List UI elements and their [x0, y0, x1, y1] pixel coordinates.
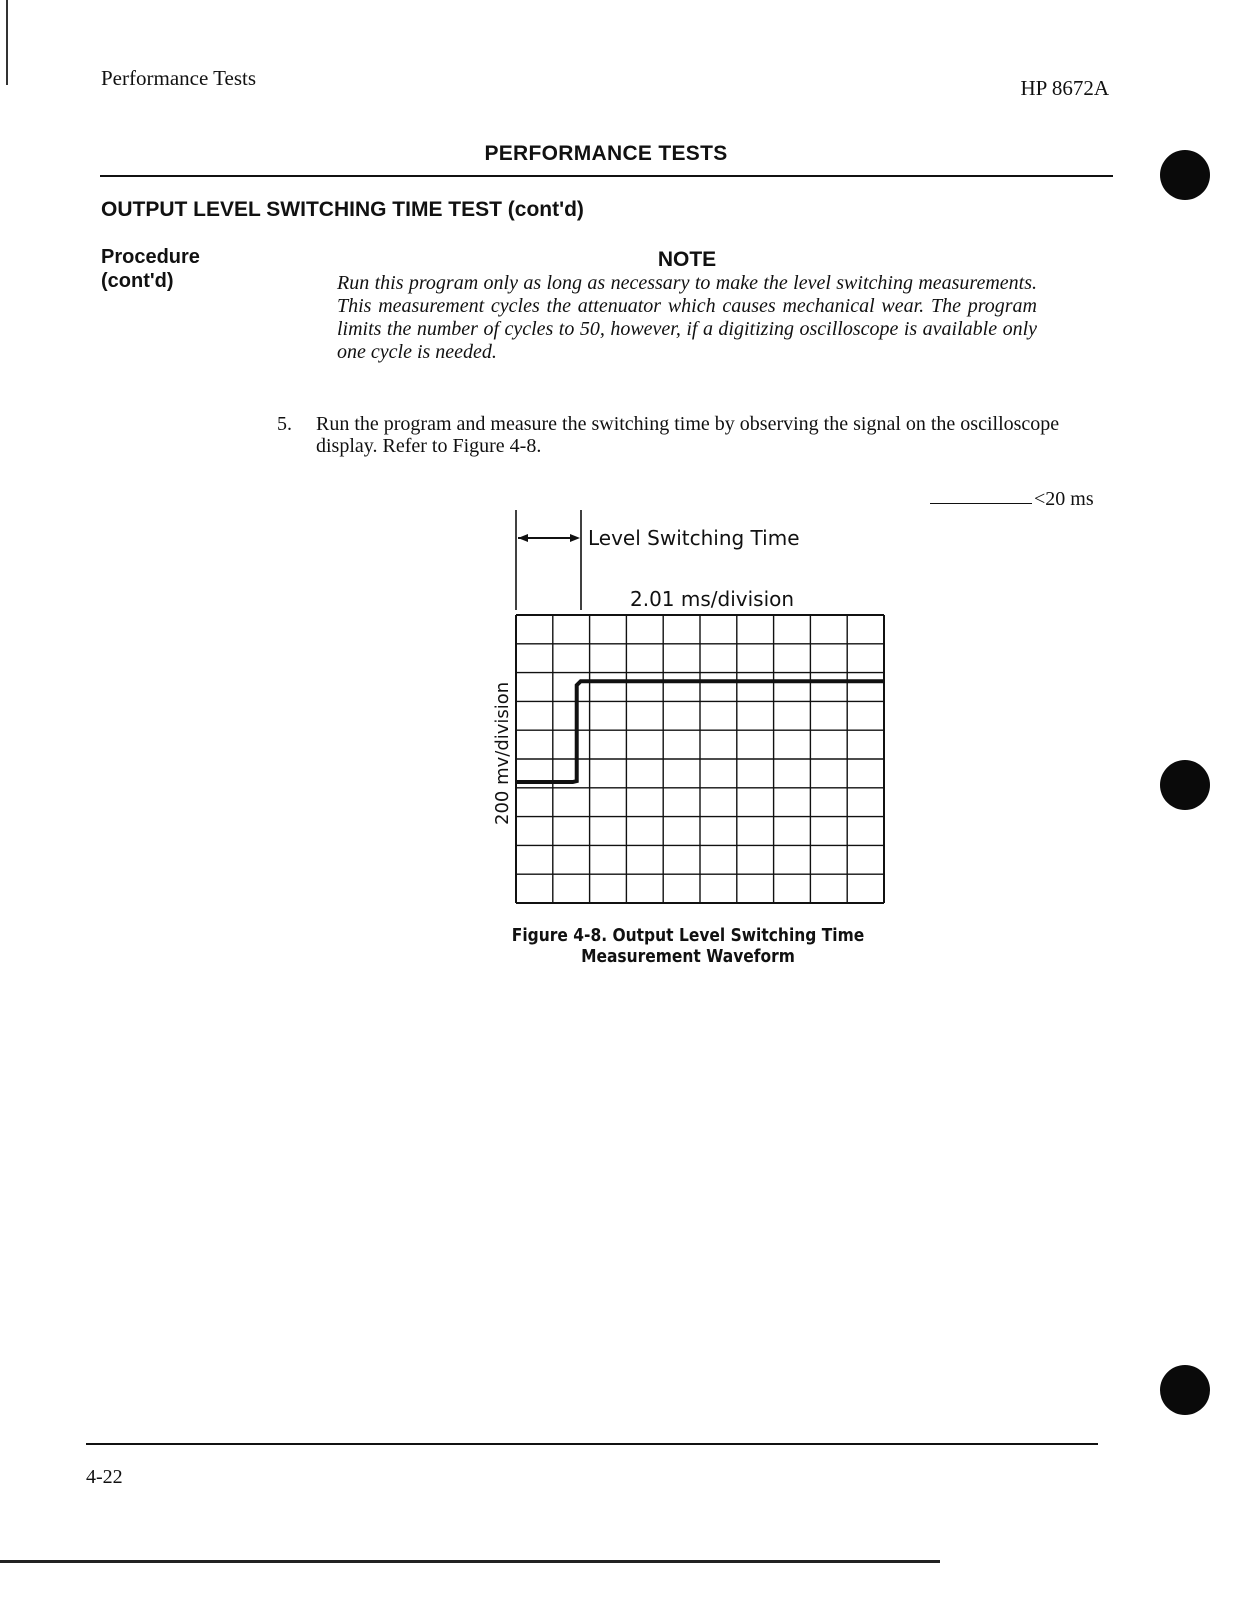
header-rule: [100, 175, 1113, 177]
marker-label: Level Switching Time: [588, 526, 800, 550]
procedure-label: [101, 245, 200, 293]
binder-hole-icon: [1160, 150, 1210, 200]
waveform-figure: [470, 500, 910, 920]
arrow-left-icon: [518, 534, 528, 542]
bottom-edge-rule: [0, 1560, 940, 1563]
section-heading: PERFORMANCE TESTS: [484, 142, 728, 165]
x-scale-label: 2.01 ms/division: [630, 587, 795, 611]
footer-rule: [86, 1443, 1098, 1445]
result-blank-line: [930, 503, 1032, 504]
oscilloscope-grid: [516, 615, 884, 903]
margin-mark: [6, 0, 8, 85]
binder-hole-icon: [1160, 1365, 1210, 1415]
result-value: <20 ms: [1034, 488, 1094, 510]
running-head-left: Performance Tests: [101, 66, 257, 90]
running-head-right: HP 8672A: [1020, 76, 1109, 100]
page-number: 4-22: [86, 1466, 123, 1488]
note-title: NOTE: [657, 248, 717, 271]
procedure-label-line-1: Procedure: [101, 246, 200, 268]
arrow-right-icon: [570, 534, 580, 542]
test-title: OUTPUT LEVEL SWITCHING TIME TEST (cont'd): [101, 198, 584, 221]
step-text: Run the program and measure the switching time by observing the signal on the oscilloscope display. Refer to Figure 4-8.: [316, 413, 1060, 457]
figure-caption: Figure 4-8. Output Level Switching Time Measurement Waveform: [511, 925, 865, 967]
y-scale-label: 200 mv/division: [492, 681, 513, 825]
note-text: Run this program only as long as necessary to make the level switching measurements. This measurement cycles the attenuator which causes mechanical wear. The program limits the number of cycles to 50, however, if a digitizing oscilloscope is available only one cycle is needed.: [337, 272, 1037, 363]
binder-hole-icon: [1160, 760, 1210, 810]
procedure-label-line-2: (cont'd): [101, 270, 174, 292]
step-number: 5.: [277, 413, 292, 435]
